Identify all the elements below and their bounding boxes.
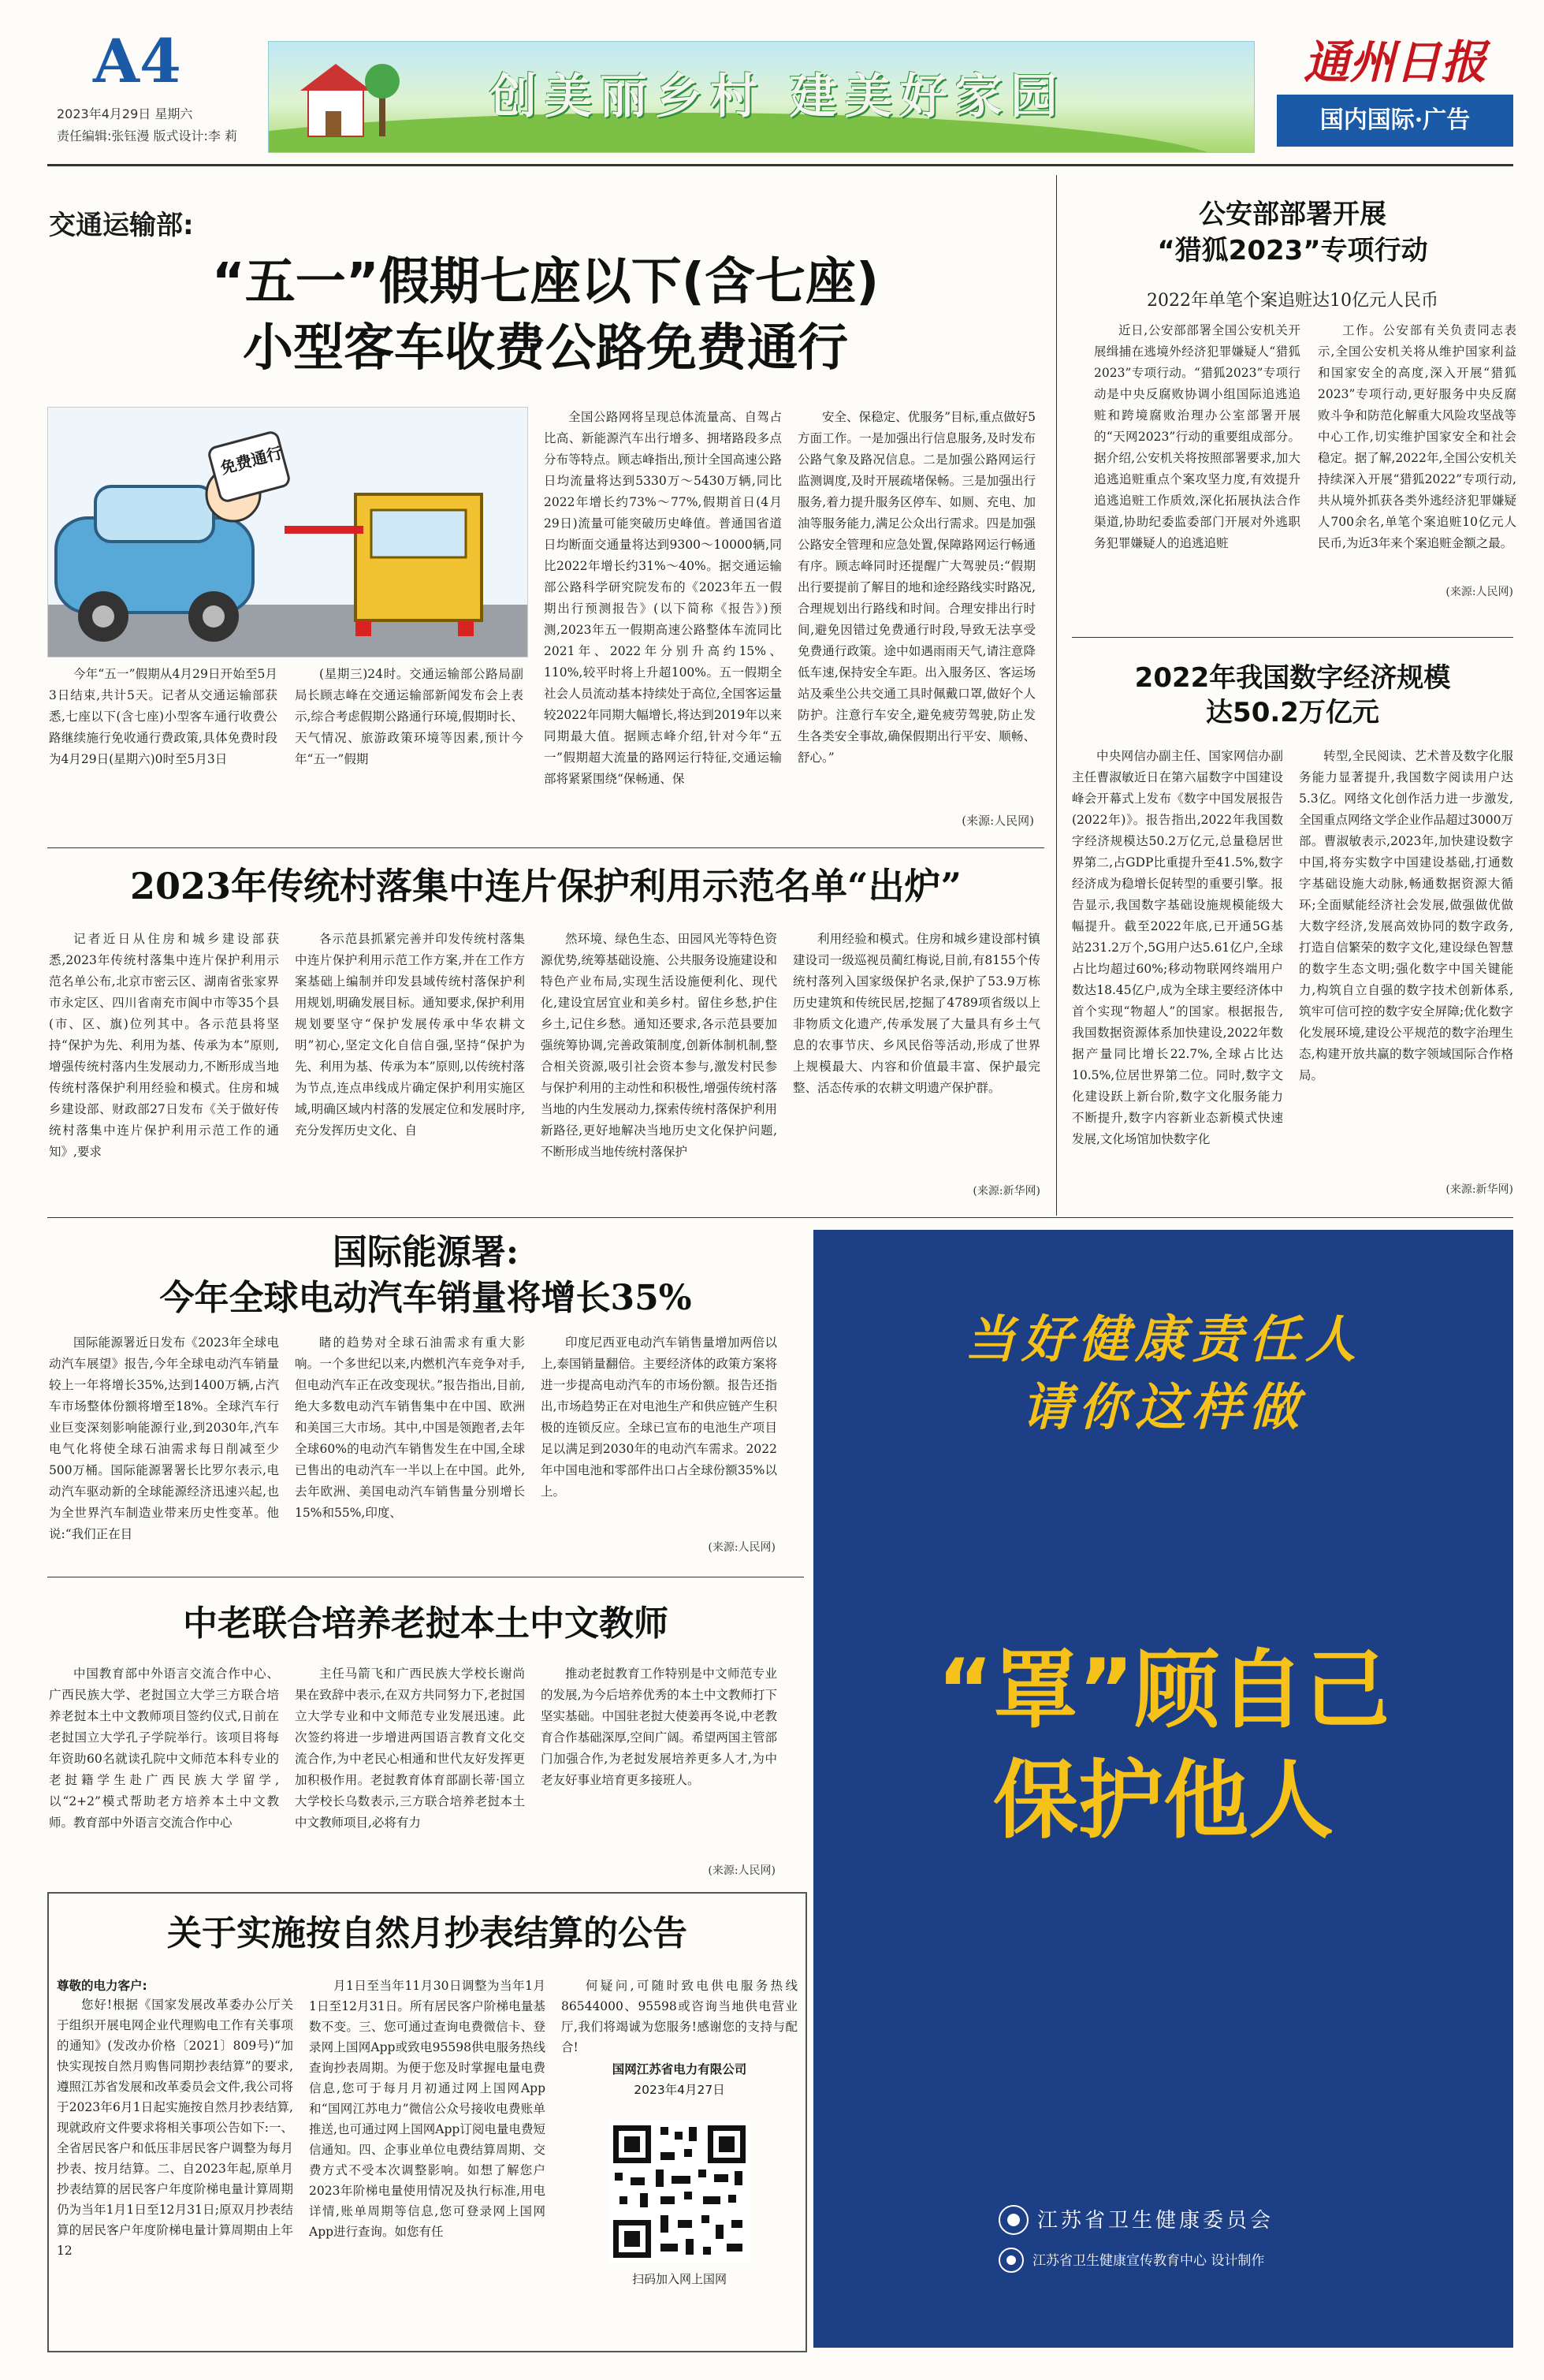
issue-date: 2023年4月29日 星期六 bbox=[57, 106, 193, 121]
qr-code[interactable] bbox=[608, 2121, 750, 2263]
a5-source: (来源:人民网) bbox=[708, 1541, 776, 1554]
notice-greeting: 尊敬的电力客户: bbox=[57, 1979, 147, 1993]
a2-bottom-rule bbox=[1072, 637, 1513, 638]
banner bbox=[268, 41, 1255, 153]
a3-col1: 中央网信办副主任、国家网信办副主任曹淑敏近日在第六届数字中国建设峰会开幕式上发布《数字中国发展报告(2022年)》。报告指出,2022年我国数字经济规模达50.2万亿元,总量稳居世界第二,占GDP比重提升至41.5%,数字经济成为稳增长促转型的重要引擎。报告显示,我国数字基础设施规模能级大幅提升。截至2022年底,已开通5G基站231.2万个,5G用户达5.61亿户,全球占比均超过60%;移动物联网终端用户数达18.45亿户,成为全球主要经济体中首个实现“物超人”的国家。根据报告,我国数据资源体系加快建设,2022年数据产量同比增长22.7%,全球占比达10.5%,位居世界第二位。同时,数字文化建设跃上新台阶,数字文化服务能力不断提升,数字内容新业态新模式快速发展,文化场馆加快数字化 bbox=[1072, 749, 1283, 1146]
a2-source: (来源:人民网) bbox=[1445, 586, 1513, 598]
newspaper-logo: 通州日报 bbox=[1303, 35, 1486, 89]
a1-col3: 全国公路网将呈现总体流量高、自驾占比高、新能源汽车出行增多、拥堵路段多点分布等特点。顾志峰指出,预计全国高速公路日均流量将达到5330万～5430万辆,同比2022年增长约73%～77%,假期首日(4月29日)流量可能突破历史峰值。普通国省道日均断面交通量将达到9300～10000辆,同比2022年增长约31%～40%。据交通运输部公路科学研究院发布的《2023年五一假期出行预测报告》(以下简称《报告》)预测,2023年五一假期高速公路整体车流同比2021年、2022年分别升高约15%、110%,较平时将上升超100%。五一假期全社会人员流动基本持续处于高位,全国客运量较2022年同期大幅增长,将达到2019年以来同期最大值。据顾志峰介绍,针对今年“五一”假期超大流量的路网运行特征,交通运输部将紧紧围绕“保畅通、保 bbox=[544, 410, 782, 786]
a1-kicker: 交通运输部: bbox=[49, 210, 194, 241]
ad-org1: 江苏省卫生健康委员会 bbox=[1037, 2209, 1274, 2233]
section-tag: 国内国际·广告 bbox=[1277, 95, 1513, 147]
cartoon-illustration bbox=[48, 408, 527, 657]
a4-title: 2023年传统村落集中连片保护利用示范名单“出炉” bbox=[130, 865, 962, 907]
a1-col4: 安全、保稳定、优服务”目标,重点做好5方面工作。一是加强出行信息服务,及时发布公路气象及路况信息。二是加强公路网运行监测调度,及时开展疏堵保畅。三是加强出行服务,着力提升服务区停车、如厕、充电、加油等服务能力,满足公众出行需求。四是加强公路安全管理和应急处置,保障路网运行畅通有序。顾志峰同时还提醒广大驾驶员:“假期出行要提前了解目的地和途经路线实时路况,合理规划出行路线和时间。合理安排出行时间,避免因错过免费通行时段,导致无法享受免费通行政策。途中如遇雨雨天气,请注意降低车速,保持安全车距。出入服务区、客运场站及乘坐公共交通工具时佩戴口罩,做好个人防护。注意行车安全,避免疲劳驾驶,防止发生各类安全事故,确保假期出行平安、顺畅、舒心。” bbox=[798, 410, 1036, 765]
notice-title: 关于实施按自然月抄表结算的公告 bbox=[167, 1913, 687, 1954]
right-column-divider bbox=[1056, 175, 1057, 1216]
a2-col2: 工作。公安部有关负责同志表示,全国公安机关将从维护国家利益和国家安全的高度,深入开展“猎狐2023”专项行动,更好服务中央反腐败斗争和防范化解重大风险攻坚战等中心工作,切实维护国家安全和社会稳定。据了解,2022年,全国公安机关持续深入开展“猎狐2022”专项行动,共从境外抓获各类外逃经济犯罪嫌疑人700余名,单笔个案追赃10亿元人民币,为近3年来个案追赃金额之最。 bbox=[1318, 323, 1516, 550]
a6-col3: 推动老挝教育工作特别是中文师范专业的发展,为今后培养优秀的本土中文教师打下坚实基础。中国驻老挝大使姜再冬说,中老教育合作基础深厚,空间广阔。希望两国主管部门加强合作,为老挝发展培养更多人才,为中老友好事业培育更多接班人。 bbox=[541, 1667, 777, 1787]
notice-col2: 月1日至当年11月30日调整为当年1月1日至12月31日。所有居民客户阶梯电量基数不变。三、您可通过查询电费微信卡、登录网上国网App或致电95598供电服务热线查询抄表周期。为便于您及时掌握电量电费信息,您可于每月月初通过网上国网App和“国网江苏电力”微信公众号接收电费账单推送,也可通过网上国网App订阅电量电费短信通知。四、企事业单位电费结算周期、交费方式不受本次调整影响。如想了解您户2023年阶梯电量使用情况及执行标准,用电详情,账单周期等信息,您可登录网上国网App进行查询。如您有任 bbox=[309, 1979, 545, 2239]
publicity-center-logo-icon bbox=[998, 2247, 1025, 2274]
a3-title-line1: 2022年我国数字经济规模 bbox=[1134, 662, 1451, 694]
a3-col2: 转型,全民阅读、艺术普及数字化服务能力显著提升,我国数字阅读用户达5.3亿。网络文化创作活力进一步激发,全国重点网络文学企业作品超过3000万部。曹淑敏表示,2023年,加快建设数字中国,将夯实数字中国建设基础,打通数字基础设施大动脉,畅通数据资源大循环;全面赋能经济社会发展,做强做优做大数字经济,发展高效协同的数字政务,打造自信繁荣的数字文化,建设绿色智慧的数字生态文明;强化数字中国关键能力,构筑自立自强的数字技术创新体系,筑牢可信可控的数字安全屏障;优化数字化发展环境,建设公平规范的数字治理生态,构建开放共赢的数字领域国际合作格局。 bbox=[1299, 749, 1513, 1082]
cartoon-sign-text: 免费通行 bbox=[218, 443, 285, 478]
ad-org2: 江苏省卫生健康宣传教育中心 设计制作 bbox=[1032, 2253, 1265, 2269]
page-number: A4 bbox=[93, 26, 181, 96]
a2-subtitle: 2022年单笔个案追赃达10亿元人民币 bbox=[1147, 291, 1438, 311]
a2-title-line2: “猎狐2023”专项行动 bbox=[1157, 235, 1428, 266]
a4-source: (来源:新华网) bbox=[973, 1185, 1040, 1197]
notice-date: 2023年4月27日 bbox=[634, 2083, 725, 2097]
a5-col3: 印度尼西亚电动汽车销售量增加两倍以上,泰国销量翻倍。主要经济体的政策方案将进一步提高电动汽车的市场份额。报告还指出,市场趋势正在对电池生产和供应链产生积极的连锁反应。全球已宣布的电池生产项目足以满足到2030年的电动汽车需求。2022年中国电池和零部件出口占全球份额35%以上。 bbox=[541, 1335, 777, 1499]
a4-col2: 各示范县抓紧完善并印发传统村落集中连片保护利用示范工作方案,并在工作方案基础上编制并印发县域传统村落保护利用规划,明确发展目标。通知要求,保护利用规划要坚守“保护发展传承中华农耕文明”初心,坚定文化自信自强,坚持“保护为先、利用为基、传承为本”原则,以传统村落为节点,连点串线成片确定保护利用实施区域,明确区域内村落的发展定位和发展时序,充分发挥历史文化、自 bbox=[295, 932, 525, 1138]
qr-caption: 扫码加入网上国网 bbox=[631, 2272, 727, 2286]
a2-col1: 近日,公安部部署全国公安机关开展缉捕在逃境外经济犯罪嫌疑人“猎狐2023”专项行动。“猎狐2023”专项行动是中央反腐败协调小组国际追逃追赃和跨境腐败治理办公室部署开展的“天网2023”行动的重要组成部分。据介绍,公安机关将按照部署要求,加大追逃追赃重点个案攻坚力度,有效提升追逃追赃工作质效,深化拓展执法合作渠道,协助纪委监委部门开展对外逃职务犯罪嫌疑人的追逃追赃 bbox=[1094, 323, 1300, 550]
health-ad bbox=[813, 1230, 1513, 2348]
a1-cartoon bbox=[47, 407, 528, 657]
a1-title-line2: 小型客车收费公路免费通行 bbox=[243, 319, 848, 378]
editor-credits: 责任编辑:张钰漫 版式设计:李 莉 bbox=[57, 128, 237, 143]
notice-col1: 您好!根据《国家发展改革委办公厅关于组织开展电网企业代理购电工作有关事项的通知》(发改办价格〔2021〕809号)“加快实现按自然月购售同期抄表结算”的要求,遵照江苏省发展和改革委员会文件,我公司将于2023年6月1日起实施按自然月抄表结算,现就政府文件要求将相关事项公告如下:一、全省居民客户和低压非居民客户调整为每月抄表、按月结算。二、自2023年起,原单月抄表结算的居民客户年度阶梯电量计算周期仍为当年1月1日至12月31日;原双月抄表结算的居民客户年度阶梯电量计算周期由上年12 bbox=[57, 1998, 293, 2258]
ad-line1: 当好健康责任人 bbox=[965, 1311, 1362, 1369]
a3-source: (来源:新华网) bbox=[1445, 1183, 1513, 1196]
a1-title-line1: “五一”假期七座以下(含七座) bbox=[211, 253, 880, 311]
a6-title: 中老联合培养老挝本土中文教师 bbox=[183, 1603, 668, 1644]
banner-slogan: 创美丽乡村 建美好家园 bbox=[489, 69, 1066, 125]
a1-source: (来源:人民网) bbox=[962, 814, 1034, 828]
a4-col3: 然环境、绿色生态、田园风光等特色资源优势,统筹基础设施、公共服务设施建设和特色产业布局,实现生活设施便利化、现代化,建设宜居宜业和美乡村。留住乡愁,护住乡土,记住乡愁。通知还要求,各示范县要加强统筹协调,完善政策制度,创新体制机制,整合相关资源,吸引社会资本参与,激发村民参与保护利用的主动性和积极性,增强传统村落当地的内生发展动力,探索传统村落保护利用新路径,更好地解决当地历史文化保护问题,不断形成当地传统村落保护 bbox=[541, 932, 777, 1159]
header-rule bbox=[47, 164, 1513, 166]
a4-col1: 记者近日从住房和城乡建设部获悉,2023年传统村落集中连片保护利用示范名单公布,北京市密云区、湖南省张家界市永定区、四川省南充市阆中市等35个县(市、区、旗)位列其中。各示范县将坚持“保护为先、利用为基、传承为本”原则,增强传统村落内生发展动力,不断形成当地传统村落保护利用经验和模式。住房和城乡建设部、财政部27日发布《关于做好传统村落集中连片保护利用示范工作的通知》,要求 bbox=[49, 932, 279, 1159]
a1-col1: 今年“五一”假期从4月29日开始至5月3日结束,共计5天。记者从交通运输部获悉,七座以下(含七座)小型客车通行收费公路继续施行免收通行费政策,具体免费时段为4月29日(星期六)0时至5月3日 bbox=[49, 667, 277, 766]
ad-big2: 保护他人 bbox=[992, 1752, 1334, 1850]
health-commission-logo-icon bbox=[998, 2204, 1029, 2236]
a5-title-line2: 今年全球电动汽车销量将增长35% bbox=[159, 1278, 692, 1318]
ad-line2: 请你这样做 bbox=[1021, 1379, 1305, 1437]
notice-box bbox=[47, 1892, 807, 2352]
a6-source: (来源:人民网) bbox=[708, 1864, 776, 1877]
ad-big1: “罩”顾自己 bbox=[937, 1641, 1390, 1740]
a3-title-line2: 达50.2万亿元 bbox=[1206, 697, 1379, 728]
a1-bottom-rule bbox=[47, 847, 1044, 848]
notice-col3: 何疑问,可随时致电供电服务热线86544000、95598或咨询当地供电营业厅,我们将竭诚为您服务!感谢您的支持与配合! bbox=[561, 1979, 798, 2054]
a4-col4: 利用经验和模式。住房和城乡建设部村镇建设司一级巡视员蔺红梅说,目前,有8155个传统村落列入国家级保护名录,保护了53.9万栋历史建筑和传统民居,挖掘了4789项省级以上非物质文化遗产,传承发展了大量具有乡土气息的农事节庆、乡风民俗等活动,形成了世界上规模最大、内容和价值最丰富、保护最完整、活态传承的农耕文明遗产保护群。 bbox=[793, 932, 1040, 1095]
a5-title-line1: 国际能源署: bbox=[332, 1232, 519, 1272]
a1-col2: (星期三)24时。交通运输部公路局副局长顾志峰在交通运输部新闻发布会上表示,综合考虑假期公路通行环境,假期时长、天气情况、旅游政策环境等因素,预计今年“五一”假期 bbox=[295, 667, 523, 766]
a5-col1: 国际能源署近日发布《2023年全球电动汽车展望》报告,今年全球电动汽车销量较上一年将增长35%,达到1400万辆,占汽车市场整体份额将增至18%。全球汽车行业巨变深刻影响能源行业,到2030年,汽车电气化将使全球石油需求每日削减至少500万桶。国际能源署署长比罗尔表示,电动汽车驱动新的全球能源经济迅速兴起,也为全世界汽车制造业带来历史性变革。他说:“我们正在目 bbox=[49, 1335, 279, 1541]
a6-col1: 中国教育部中外语言交流合作中心、广西民族大学、老挝国立大学三方联合培养老挝本土中文教师项目签约仪式,日前在老挝国立大学孔子学院举行。该项目将每年资助60名就读孔院中文师范本科专业的老挝籍学生赴广西民族大学留学,以“2+2”模式帮助老方培养本土中文教师。教育部中外语言交流合作中心 bbox=[49, 1667, 279, 1830]
a2-title-line1: 公安部部署开展 bbox=[1199, 199, 1386, 230]
a5-col2: 睹的趋势对全球石油需求有重大影响。一个多世纪以来,内燃机汽车竞争对手,但电动汽车正在改变现状。”报告指出,目前,绝大多数电动汽车销售集中在中国、欧洲和美国三大市场。其中,中国是领跑者,去年全球60%的电动汽车销售发生在中国,全球已售出的电动汽车一半以上在中国。此外,去年欧洲、美国电动汽车销售量分别增长15%和55%,印度、 bbox=[295, 1335, 525, 1520]
notice-signer: 国网江苏省电力有限公司 bbox=[612, 2062, 747, 2076]
a4-bottom-rule bbox=[47, 1217, 1513, 1218]
a6-col2: 主任马箭飞和广西民族大学校长谢尚果在致辞中表示,在双方共同努力下,老挝国立大学专业和中文师范专业发展迅速。此次签约将进一步增进两国语言教育文化交流合作,为中老民心相通和世代友好发挥更加积极作用。老挝教育体育部副长蒂·国立大学校长乌数表示,三方联合培养老挝本土中文教师项目,必将有力 bbox=[295, 1667, 525, 1830]
